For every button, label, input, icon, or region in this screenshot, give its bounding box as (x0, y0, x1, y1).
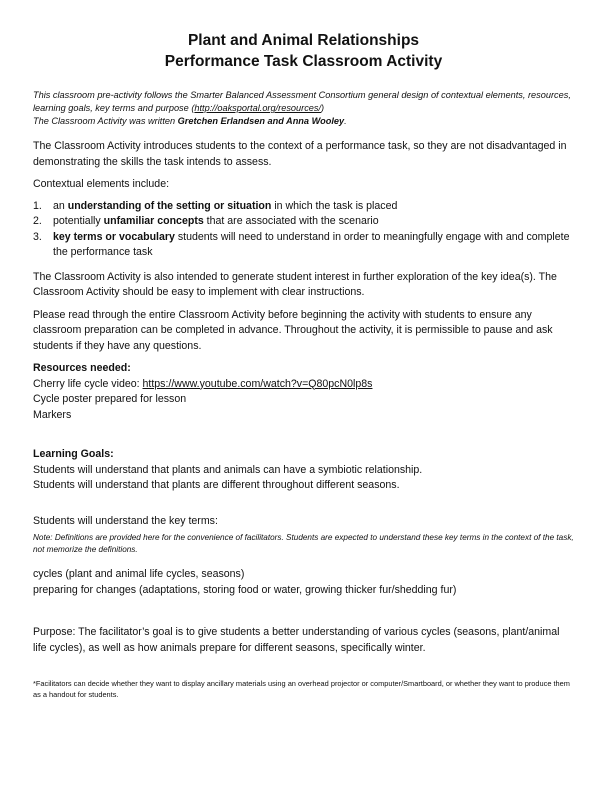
list-item (33, 214, 574, 230)
learning-goals-section (33, 447, 574, 494)
written-by-suffix: . (344, 116, 347, 126)
intro-paragraph: The Classroom Activity introduces students to the context of a performance task, so they are not disadvantaged in demonstrating the skills the task intends to assess. (33, 140, 567, 168)
list-number: 2. (33, 215, 42, 227)
list-text: an (53, 199, 68, 212)
list-number: 1. (33, 199, 42, 212)
learning-goals-heading: Learning Goals: (33, 448, 114, 460)
key-terms-note: Note: Definitions are provided here for the convenience of facilitators. Students are expected to understand these key terms in the context of the task, not memorize the definitions. (33, 533, 574, 554)
resource-poster: Cycle poster prepared for lesson (33, 393, 187, 405)
purpose-paragraph: Purpose: The facilitator’s goal is to give students a better understanding of various cycles (seasons, plant/animal life cycles), as well as how animals prepare for different seasons, specifically winter. (33, 626, 560, 654)
written-by-label: The Classroom Activity was written (33, 116, 178, 126)
learning-goal: Students will understand that plants are different throughout different seasons. (33, 479, 400, 491)
list-text: in which the task is placed (271, 199, 398, 212)
resource-video (33, 377, 574, 393)
authors: Gretchen Erlandsen and Anna Wooley (177, 116, 345, 126)
resource-markers: Markers (33, 408, 72, 421)
key-terms-section (33, 514, 574, 599)
key-terms-heading: Students will understand the key terms: (33, 514, 218, 527)
title-line-1: Plant and Animal Relationships (187, 32, 420, 49)
list-text: potentially (53, 215, 104, 227)
list-item (33, 199, 574, 215)
title-line-2: Performance Task Classroom Activity (164, 53, 443, 70)
read-through-paragraph: Please read through the entire Classroom Activity before beginning the activity with students to ensure any classroom preparation can be completed in advance. Throughout the activity, it is permissible to pause and ask students if they have any questions. (33, 308, 553, 352)
list-text: that are associated with the scenario (203, 215, 379, 227)
list-item (33, 230, 574, 261)
video-link[interactable]: https://www.youtube.com/watch?v=Q80pcN0lp8s (142, 377, 373, 390)
interest-paragraph: The Classroom Activity is also intended to generate student interest in further exploration of the key idea(s). The Classroom Activity should be easy to implement with clear instructions. (33, 270, 557, 298)
list-number: 3. (33, 230, 42, 243)
intro-note (33, 89, 574, 128)
resources-section (33, 361, 574, 423)
learning-goal: Students will understand that plants and animals can have a symbiotic relationship. (33, 463, 423, 476)
video-label: Cherry life cycle video: (33, 377, 143, 390)
key-term: cycles (plant and animal life cycles, seasons) (33, 568, 245, 580)
contextual-elements-list (33, 199, 574, 261)
list-bold-text: understanding of the setting or situation (67, 199, 272, 212)
page-title (33, 0, 574, 72)
intro-text-close: ) (321, 103, 325, 113)
list-bold-text: unfamiliar concepts (103, 215, 204, 227)
oaks-portal-link[interactable]: http://oaksportal.org/resources/ (194, 103, 322, 113)
footnote: *Facilitators can decide whether they want to display ancillary materials using an overhead projector or computer/Smartboard, or whether they want to produce them as a handout for students. (33, 679, 570, 699)
contextual-elements-label: Contextual elements include: (33, 178, 170, 190)
intro-text: This classroom pre-activity follows the Smarter Balanced Assessment Consortium general design of contextual elements, resources, learning goals, key terms and purpose ( (33, 90, 571, 113)
list-bold-text: key terms or vocabulary (53, 230, 175, 243)
key-term: preparing for changes (adaptations, storing food or water, growing thicker fur/shedding fur) (33, 583, 457, 596)
resources-heading: Resources needed: (33, 362, 131, 374)
list-text: students will need to understand in order to meaningfully engage with and complete the performance task (53, 230, 570, 258)
